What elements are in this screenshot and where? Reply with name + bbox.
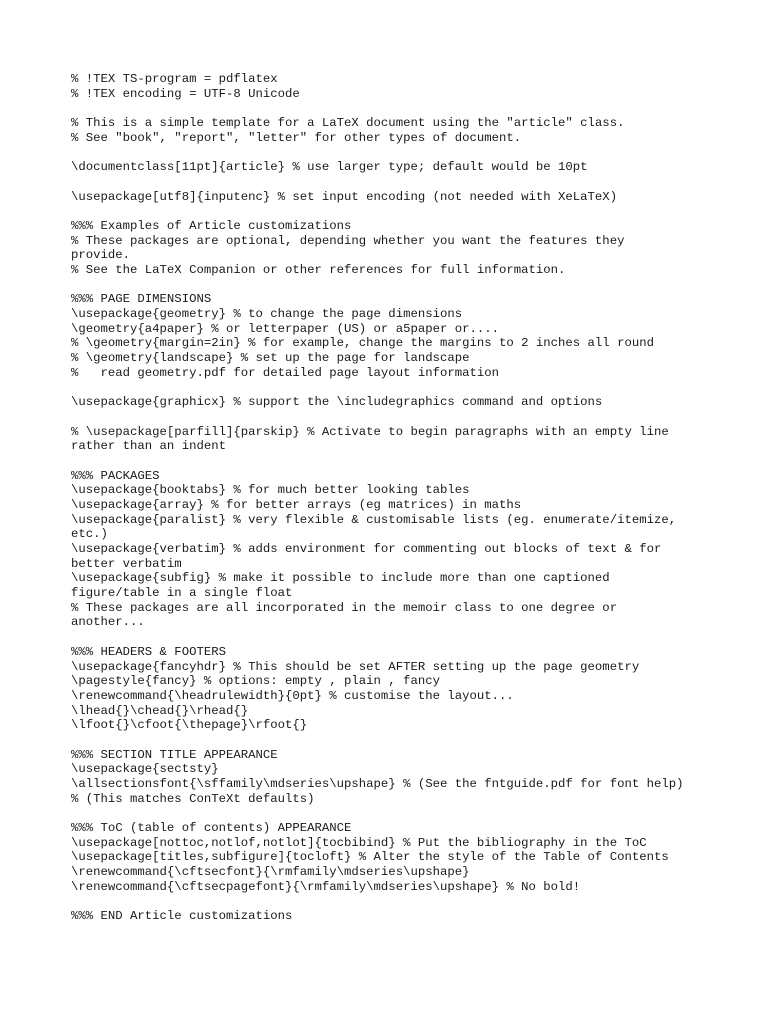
blank-line bbox=[71, 630, 701, 645]
blank-line bbox=[71, 410, 701, 425]
code-line: better verbatim bbox=[71, 556, 182, 571]
code-line: % This is a simple template for a LaTeX document using the "article" class. bbox=[71, 116, 625, 131]
code-line: \usepackage{array} % for better arrays (eg matrices) in maths bbox=[71, 497, 522, 512]
code-line: rather than an indent bbox=[71, 439, 226, 454]
code-line: \usepackage[titles,subfigure]{tocloft} % Alter the style of the Table of Contents bbox=[71, 850, 669, 865]
code-line: % See "book", "report", "letter" for other types of document. bbox=[71, 130, 522, 145]
code-line: \renewcommand{\cftsecfont}{\rmfamily\mdseries\upshape} bbox=[71, 865, 470, 880]
code-line: \usepackage{sectsty} bbox=[71, 762, 219, 777]
code-line: %%% HEADERS & FOOTERS bbox=[71, 644, 226, 659]
code-line: % These packages are optional, depending whether you want the features they bbox=[71, 233, 625, 248]
code-line: %%% Examples of Article customizations bbox=[71, 218, 352, 233]
code-line: % \geometry{margin=2in} % for example, change the margins to 2 inches all round bbox=[71, 336, 654, 351]
code-line: figure/table in a single float bbox=[71, 586, 293, 601]
code-line: % !TEX TS-program = pdflatex bbox=[71, 72, 278, 86]
code-line: \allsectionsfont{\sffamily\mdseries\upshape} % (See the fntguide.pdf for font help) bbox=[71, 777, 684, 791]
code-line: \usepackage{verbatim} % adds environment for commenting out blocks of text & for bbox=[71, 542, 662, 556]
code-line: % These packages are all incorporated in the memoir class to one degree or bbox=[71, 600, 618, 615]
code-line: % (This matches ConTeXt defaults) bbox=[71, 791, 315, 806]
code-line: another... bbox=[71, 615, 145, 630]
code-line: \lfoot{}\cfoot{\thepage}\rfoot{} bbox=[71, 718, 308, 733]
code-line: \usepackage{subfig} % make it possible to include more than one captioned bbox=[71, 571, 610, 586]
code-line: %%% ToC (table of contents) APPEARANCE bbox=[71, 821, 352, 836]
blank-line bbox=[71, 454, 701, 469]
blank-line bbox=[71, 380, 701, 395]
code-line: \renewcommand{\headrulewidth}{0pt} % customise the layout... bbox=[71, 688, 514, 703]
code-line: \renewcommand{\cftsecpagefont}{\rmfamily\mdseries\upshape} % No bold! bbox=[71, 879, 581, 894]
code-line: \usepackage[utf8]{inputenc} % set input encoding (not needed with XeLaTeX) bbox=[71, 189, 618, 204]
blank-line bbox=[71, 278, 701, 293]
code-line: \usepackage{graphicx} % support the \includegraphics command and options bbox=[71, 395, 603, 410]
code-line: % See the LaTeX Companion or other references for full information. bbox=[71, 262, 566, 277]
blank-line bbox=[71, 175, 701, 190]
code-line: % \usepackage[parfill]{parskip} % Activate to begin paragraphs with an empty line bbox=[71, 424, 669, 439]
latex-source-listing bbox=[71, 72, 701, 924]
code-line: %%% PACKAGES bbox=[71, 468, 160, 483]
code-line: % read geometry.pdf for detailed page layout information bbox=[71, 365, 500, 380]
code-line: \pagestyle{fancy} % options: empty , plain , fancy bbox=[71, 674, 440, 689]
code-line: \usepackage{geometry} % to change the page dimensions bbox=[71, 307, 463, 321]
code-line: provide. bbox=[71, 248, 131, 263]
code-line: etc.) bbox=[71, 527, 108, 542]
code-line: %%% PAGE DIMENSIONS bbox=[71, 292, 212, 307]
code-line: \usepackage[nottoc,notlof,notlot]{tocbibind} % Put the bibliography in the ToC bbox=[71, 835, 647, 850]
code-line: %%% SECTION TITLE APPEARANCE bbox=[71, 747, 278, 762]
code-line: \usepackage{paralist} % very flexible & customisable lists (eg. enumerate/itemize, bbox=[71, 512, 677, 527]
code-line: \lhead{}\chead{}\rhead{} bbox=[71, 703, 249, 718]
blank-line bbox=[71, 806, 701, 821]
code-line: % \geometry{landscape} % set up the page for landscape bbox=[71, 351, 470, 366]
code-line: \usepackage{fancyhdr} % This should be set AFTER setting up the page geometry bbox=[71, 659, 640, 674]
blank-line bbox=[71, 101, 701, 116]
code-line: \documentclass[11pt]{article} % use larger type; default would be 10pt bbox=[71, 160, 588, 175]
blank-line bbox=[71, 895, 701, 910]
code-line: \geometry{a4paper} % or letterpaper (US) or a5paper or.... bbox=[71, 321, 500, 336]
blank-line bbox=[71, 204, 701, 219]
code-line: % !TEX encoding = UTF-8 Unicode bbox=[71, 86, 300, 101]
code-line: %%% END Article customizations bbox=[71, 909, 293, 924]
code-line: \usepackage{booktabs} % for much better looking tables bbox=[71, 483, 470, 498]
blank-line bbox=[71, 733, 701, 748]
blank-line bbox=[71, 145, 701, 160]
